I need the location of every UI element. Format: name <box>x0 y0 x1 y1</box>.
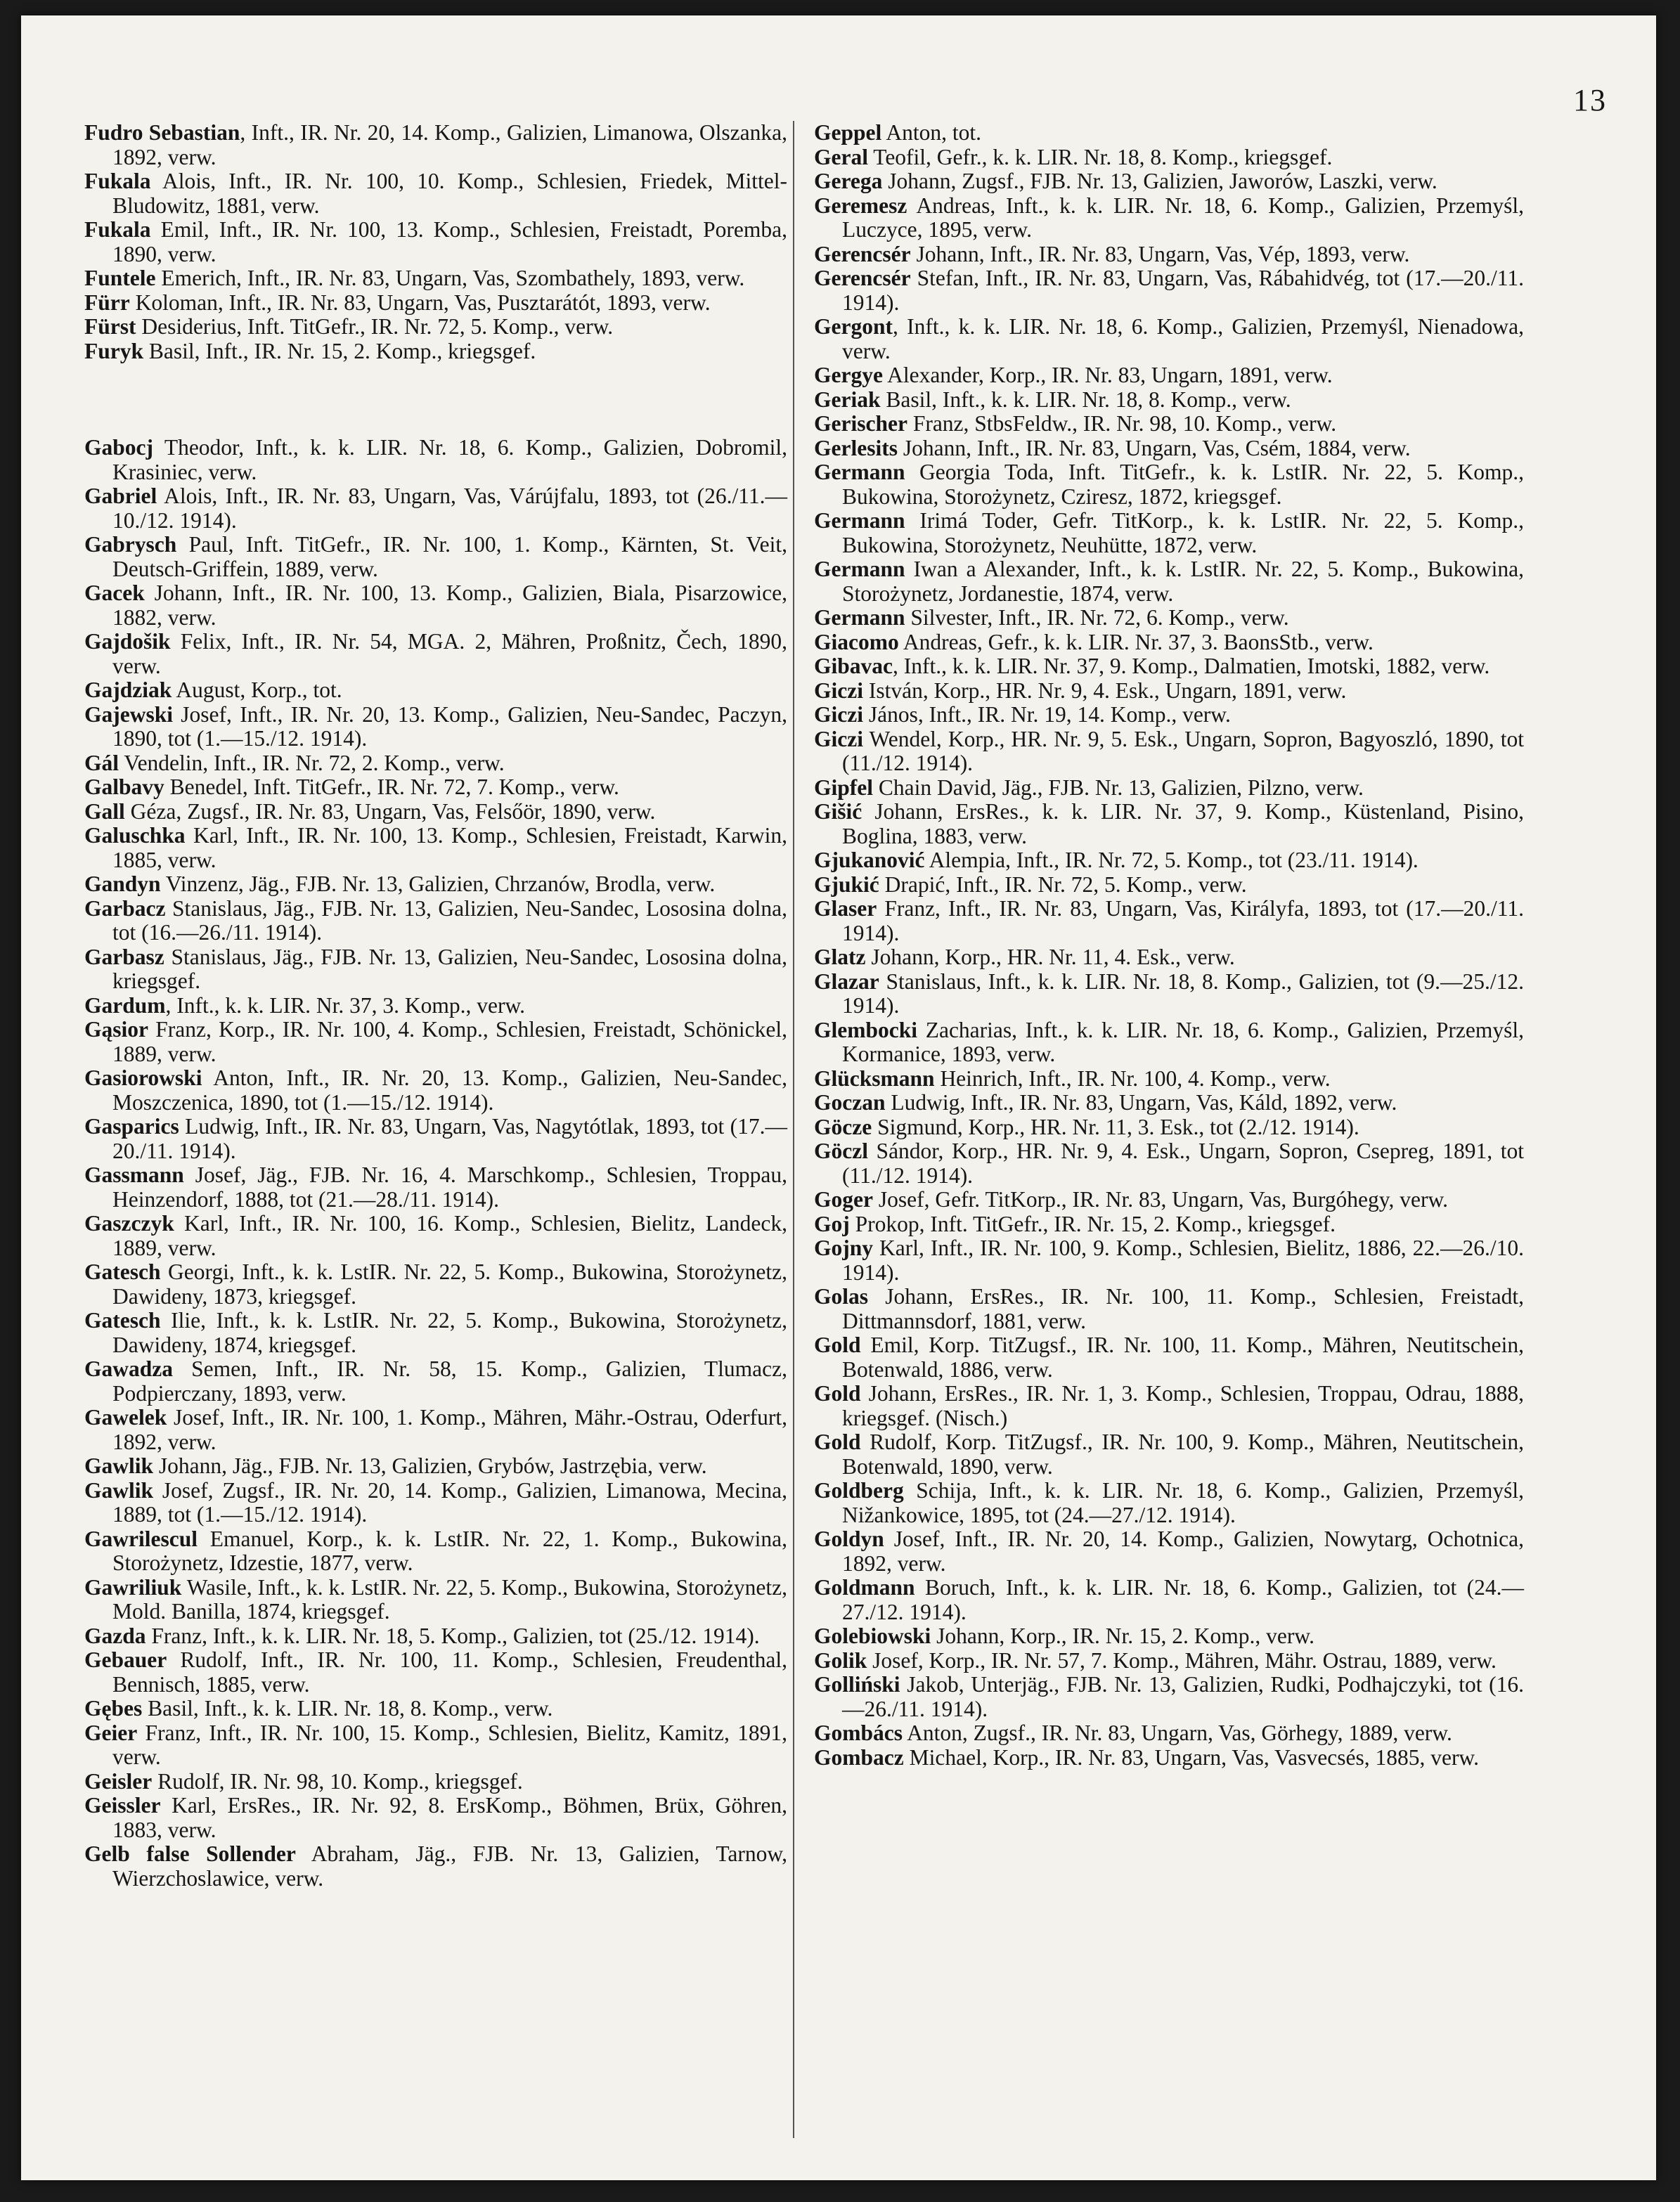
entry-details: Anton, tot. <box>881 120 982 145</box>
entry-surname: Golik <box>814 1647 867 1673</box>
entry-surname: Gasparics <box>84 1114 179 1139</box>
entry-surname: Gerega <box>814 169 883 193</box>
entry-surname: Goldmann <box>814 1575 915 1600</box>
roster-entry <box>84 994 787 1018</box>
entry-details: Franz, Korp., IR. Nr. 100, 4. Komp., Schlesien, Freistadt, Schönickel, 1889, verw. <box>112 1017 787 1066</box>
entry-surname: Fukala <box>84 217 151 242</box>
entry-details: Alexander, Korp., IR. Nr. 83, Ungarn, 1891, verw. <box>882 363 1333 387</box>
entry-details: Teofil, Gefr., k. k. LIR. Nr. 18, 8. Komp., kriegsgef. <box>867 144 1333 169</box>
entry-details: Josef, Inft., IR. Nr. 20, 13. Komp., Galizien, Neu-Sandec, Paczyn, 1890, tot (1.—15./12. 1914). <box>112 701 787 751</box>
entry-details: , Inft., k. k. LIR. Nr. 37, 3. Komp., verw. <box>165 992 526 1018</box>
roster-entry <box>814 776 1524 801</box>
entry-surname: Gerencsér <box>814 266 911 290</box>
entry-details: Johann, Zugsf., FJB. Nr. 13, Galizien, Jaworów, Laszki, verw. <box>882 169 1437 193</box>
entry-details: Johann, ErsRes., k. k. LIR. Nr. 37, 9. Komp., Küstenland, Pisino, Boglina, 1883, verw. <box>842 799 1524 848</box>
entry-details: Stanislaus, Jäg., FJB. Nr. 13, Galizien, Neu-Sandec, Lososina dolna, kriegsgef. <box>112 944 787 993</box>
roster-entry <box>84 1357 787 1406</box>
entry-details: Heinrich, Inft., IR. Nr. 100, 4. Komp., verw. <box>934 1066 1331 1091</box>
entry-surname: Gawlik <box>84 1453 154 1478</box>
entry-details: Ludwig, Inft., IR. Nr. 83, Ungarn, Vas, Káld, 1892, verw. <box>885 1090 1397 1115</box>
roster-entry <box>814 654 1524 679</box>
roster-entry <box>814 194 1524 242</box>
roster-entry <box>84 751 787 776</box>
roster-entry <box>814 266 1524 315</box>
entry-surname: Gazda <box>84 1623 146 1648</box>
entry-surname: Fudro Sebastian <box>84 120 240 145</box>
entry-details: Vendelin, Inft., IR. Nr. 72, 2. Komp., verw. <box>119 750 505 775</box>
entry-details: Irimá Toder, Gefr. TitKorp., k. k. LstIR. Nr. 22, 5. Komp., Bukowina, Storożynetz, Neuhütte, 1872, verw. <box>842 508 1524 557</box>
entry-details: Franz, Inft., k. k. LIR. Nr. 18, 5. Komp., Galizien, tot (25./12. 1914). <box>146 1623 760 1648</box>
entry-surname: Glatz <box>814 945 866 969</box>
entry-details: Karl, Inft., IR. Nr. 100, 9. Komp., Schlesien, Bielitz, 1886, 22.—26./10. 1914). <box>842 1236 1524 1285</box>
entry-surname: Goldberg <box>814 1478 904 1503</box>
roster-entry <box>84 291 787 316</box>
roster-entry <box>814 1479 1524 1527</box>
entry-details: , Inft., k. k. LIR. Nr. 18, 6. Komp., Galizien, Przemyśl, Nienadowa, verw. <box>842 314 1524 363</box>
entry-surname: Golliński <box>814 1672 900 1697</box>
entry-details: Sigmund, Korp., HR. Nr. 11, 3. Esk., tot (2./12. 1914). <box>872 1114 1359 1139</box>
entry-details: Andreas, Gefr., k. k. LIR. Nr. 37, 3. BaonsStb., verw. <box>898 629 1374 654</box>
entry-details: Stefan, Inft., IR. Nr. 83, Ungarn, Vas, Rábahidvég, tot (17.—20./11. 1914). <box>842 266 1524 315</box>
roster-entry <box>814 242 1524 267</box>
entry-details: Basil, Inft., k. k. LIR. Nr. 18, 8. Komp., verw. <box>142 1696 553 1721</box>
roster-entry <box>814 1188 1524 1212</box>
roster-entry <box>814 679 1524 704</box>
roster-entry <box>84 1018 787 1066</box>
roster-entry <box>814 1430 1524 1479</box>
roster-entry <box>814 1115 1524 1140</box>
entry-surname: Gawlik <box>84 1477 154 1503</box>
entry-details: Johann, Inft., IR. Nr. 83, Ungarn, Vas, Vép, 1893, verw. <box>910 241 1410 266</box>
roster-entry <box>814 169 1524 194</box>
roster-entry <box>84 1260 787 1309</box>
entry-surname: Gombács <box>814 1721 903 1745</box>
roster-entry <box>84 1624 787 1649</box>
roster-entry <box>84 218 787 266</box>
entry-details: Emanuel, Korp., k. k. LstIR. Nr. 22, 1. Komp., Bukowina, Storożynetz, Idzestie, 1877, verw. <box>112 1526 787 1575</box>
entry-details: Johann, ErsRes., IR. Nr. 1, 3. Komp., Schlesien, Troppau, Odrau, 1888, kriegsgef. (Nisch.) <box>842 1381 1524 1430</box>
roster-entry <box>814 606 1524 630</box>
roster-entry <box>84 630 787 678</box>
roster-entry <box>84 945 787 994</box>
roster-entry <box>814 1382 1524 1430</box>
entry-surname: Goj <box>814 1211 850 1236</box>
roster-entry <box>814 1673 1524 1721</box>
entry-surname: Gál <box>84 750 119 775</box>
entry-details: Karl, Inft., IR. Nr. 100, 13. Komp., Schlesien, Freistadt, Karwin, 1885, verw. <box>112 823 787 872</box>
entry-details: Franz, Inft., IR. Nr. 100, 15. Komp., Schlesien, Bielitz, Kamitz, 1891, verw. <box>112 1720 787 1769</box>
roster-entry <box>814 1236 1524 1285</box>
entry-surname: Gajdziak <box>84 678 172 702</box>
entry-surname: Giacomo <box>814 629 899 654</box>
roster-entry <box>84 436 787 484</box>
entry-details: Stanislaus, Inft., k. k. LIR. Nr. 18, 8. Komp., Galizien, tot (9.—25./12. 1914). <box>842 969 1524 1018</box>
roster-entry <box>84 1697 787 1721</box>
entry-surname: Gebauer <box>84 1647 167 1672</box>
entry-surname: Gold <box>814 1381 861 1406</box>
entry-details: Karl, Inft., IR. Nr. 100, 16. Komp., Schlesien, Bielitz, Landeck, 1889, verw. <box>112 1211 787 1260</box>
entry-details: Johann, ErsRes., IR. Nr. 100, 11. Komp., Schlesien, Freistadt, Dittmannsdorf, 1881, verw. <box>842 1284 1524 1333</box>
roster-entry <box>84 1309 787 1357</box>
roster-entry <box>814 727 1524 776</box>
entry-surname: Glembocki <box>814 1017 917 1042</box>
left-column <box>84 121 787 1891</box>
entry-details: Theodor, Inft., k. k. LIR. Nr. 18, 6. Komp., Galizien, Dobromil, Krasiniec, verw. <box>112 435 787 484</box>
entry-surname: Gojny <box>814 1236 874 1260</box>
entry-details: Iwan a Alexander, Inft., k. k. LstIR. Nr. 22, 5. Komp., Bukowina, Storożynetz, Jordanestie, 1874, verw. <box>842 557 1524 606</box>
entry-surname: Goldyn <box>814 1527 884 1551</box>
roster-entry <box>84 872 787 897</box>
entry-details: Zacharias, Inft., k. k. LIR. Nr. 18, 6. Komp., Galizien, Przemyśl, Kormanice, 1893, verw. <box>842 1017 1524 1066</box>
roster-entry <box>814 897 1524 945</box>
roster-entry <box>814 145 1524 170</box>
entry-details: Sándor, Korp., HR. Nr. 9, 4. Esk., Ungarn, Sopron, Csepreg, 1891, tot (11./12. 1914). <box>842 1139 1524 1188</box>
roster-entry <box>814 1333 1524 1382</box>
page-number: 13 <box>1573 83 1607 117</box>
entry-details: Desiderius, Inft. TitGefr., IR. Nr. 72, 5. Komp., verw. <box>136 314 614 339</box>
entry-details: Chain David, Jäg., FJB. Nr. 13, Galizien, Pilzno, verw. <box>873 775 1364 800</box>
scanned-page <box>21 15 1656 2180</box>
entry-surname: Geriak <box>814 387 881 412</box>
entry-details: Benedel, Inft. TitGefr., IR. Nr. 72, 7. Komp., verw. <box>164 775 619 799</box>
roster-entry <box>84 678 787 703</box>
entry-surname: Giczi <box>814 678 863 703</box>
entry-surname: Gajdošik <box>84 629 171 654</box>
entry-details: Schija, Inft., k. k. LIR. Nr. 18, 6. Komp., Galizien, Przemyśl, Nižankowice, 1895, tot (24.—27./12. 1914). <box>842 1478 1524 1527</box>
entry-surname: Gawrilescul <box>84 1526 198 1551</box>
roster-entry <box>814 315 1524 363</box>
roster-entry <box>84 484 787 533</box>
entry-surname: Fukala <box>84 169 151 193</box>
roster-entry <box>84 800 787 824</box>
entry-details: Vinzenz, Jäg., FJB. Nr. 13, Galizien, Chrzanów, Brodla, verw. <box>160 872 716 896</box>
entry-details: Andreas, Inft., k. k. LIR. Nr. 18, 6. Komp., Galizien, Przemyśl, Luczyce, 1895, verw. <box>842 193 1524 242</box>
roster-entry <box>814 873 1524 898</box>
entry-details: Paul, Inft. TitGefr., IR. Nr. 100, 1. Komp., Kärnten, St. Veit, Deutsch-Griffein, 1889, verw. <box>112 532 787 581</box>
column-divider <box>793 121 794 2138</box>
entry-details: Emil, Inft., IR. Nr. 100, 13. Komp., Schlesien, Freistadt, Poremba, 1890, verw. <box>112 217 787 266</box>
roster-entry <box>814 436 1524 461</box>
roster-entry <box>814 509 1524 557</box>
entry-surname: Geppel <box>814 120 882 145</box>
roster-entry <box>814 557 1524 606</box>
entry-surname: Göcze <box>814 1114 872 1139</box>
roster-entry <box>814 800 1524 848</box>
entry-details: Alois, Inft., IR. Nr. 83, Ungarn, Vas, Várújfalu, 1893, tot (26./11.—10./12. 1914). <box>112 484 787 533</box>
entry-details: Johann, Jäg., FJB. Nr. 13, Galizien, Grybów, Jastrzębia, verw. <box>153 1453 707 1478</box>
roster-entry <box>814 121 1524 145</box>
entry-surname: Gibavac <box>814 654 893 678</box>
roster-entry <box>84 1721 787 1770</box>
roster-entry <box>814 1649 1524 1673</box>
entry-details: Prokop, Inft. TitGefr., IR. Nr. 15, 2. Komp., kriegsgef. <box>849 1211 1336 1236</box>
entry-details: Karl, ErsRes., IR. Nr. 92, 8. ErsKomp., Böhmen, Brüx, Göhren, 1883, verw. <box>112 1793 787 1842</box>
entry-surname: Geremesz <box>814 193 907 218</box>
roster-entry <box>84 1479 787 1527</box>
entry-surname: Fürst <box>84 314 136 339</box>
entry-surname: Gerencsér <box>814 241 911 266</box>
entry-details: István, Korp., HR. Nr. 9, 4. Esk., Ungarn, 1891, verw. <box>862 678 1347 703</box>
entry-surname: Glaser <box>814 896 877 921</box>
entry-details: Ludwig, Inft., IR. Nr. 83, Ungarn, Vas, Nagytótlak, 1893, tot (17.—20./11. 1914). <box>112 1114 787 1163</box>
entry-surname: Fürr <box>84 290 130 315</box>
entry-details: , Inft., IR. Nr. 20, 14. Komp., Galizien, Limanowa, Olszanka, 1892, verw. <box>112 120 787 169</box>
roster-entry <box>814 1091 1524 1115</box>
entry-details: Semen, Inft., IR. Nr. 58, 15. Komp., Galizien, Tlumacz, Podpierczany, 1893, verw. <box>112 1356 787 1406</box>
roster-entry <box>814 1212 1524 1237</box>
entry-details: Alois, Inft., IR. Nr. 100, 10. Komp., Schlesien, Friedek, Mittel-Bludowitz, 1881, verw. <box>112 169 787 218</box>
roster-entry <box>84 1066 787 1115</box>
entry-details: Josef, Zugsf., IR. Nr. 20, 14. Komp., Galizien, Limanowa, Mecina, 1889, tot (1.—15./12. 1914). <box>112 1477 787 1527</box>
right-column <box>814 121 1524 1770</box>
roster-entry <box>84 1406 787 1454</box>
entry-surname: Gergye <box>814 363 883 387</box>
roster-entry <box>814 1576 1524 1624</box>
entry-surname: Gergont <box>814 314 893 339</box>
roster-entry <box>84 1648 787 1697</box>
entry-details: Franz, Inft., IR. Nr. 83, Ungarn, Vas, Királyfa, 1893, tot (17.—20./11. 1914). <box>842 896 1524 945</box>
entry-details: Anton, Zugsf., IR. Nr. 83, Ungarn, Vas, Görhegy, 1889, verw. <box>903 1721 1452 1745</box>
entry-surname: Geral <box>814 144 868 169</box>
entry-details: Alempia, Inft., IR. Nr. 72, 5. Komp., tot (23./11. 1914). <box>924 848 1419 872</box>
roster-entry <box>814 1285 1524 1333</box>
entry-details: Drapić, Inft., IR. Nr. 72, 5. Komp., verw. <box>879 872 1247 897</box>
entry-details: Emerich, Inft., IR. Nr. 83, Ungarn, Vas, Szombathely, 1893, verw. <box>155 266 745 290</box>
entry-details: August, Korp., tot. <box>172 678 342 702</box>
entry-details: Josef, Inft., IR. Nr. 20, 14. Komp., Galizien, Nowytarg, Ochotnica, 1892, verw. <box>842 1527 1524 1576</box>
entry-surname: Gišić <box>814 799 862 824</box>
entry-details: Franz, StbsFeldw., IR. Nr. 98, 10. Komp., verw. <box>907 411 1337 436</box>
roster-entry <box>814 1624 1524 1649</box>
entry-surname: Gjukanović <box>814 848 925 872</box>
entry-surname: Gębes <box>84 1696 143 1721</box>
roster-entry <box>84 533 787 581</box>
entry-surname: Glücksmann <box>814 1066 935 1091</box>
roster-entry <box>814 848 1524 873</box>
roster-entry <box>84 339 787 364</box>
entry-surname: Goger <box>814 1187 873 1212</box>
entry-details: , Inft., k. k. LIR. Nr. 37, 9. Komp., Dalmatien, Imotski, 1882, verw. <box>893 654 1490 678</box>
entry-surname: Gabrysch <box>84 532 177 557</box>
roster-entry <box>84 1794 787 1842</box>
entry-surname: Germann <box>814 557 905 581</box>
entry-surname: Galbavy <box>84 775 164 799</box>
roster-entry <box>84 581 787 630</box>
roster-entry <box>84 1115 787 1163</box>
roster-entry <box>84 1527 787 1576</box>
entry-surname: Gawriliuk <box>84 1574 182 1600</box>
entry-surname: Gajewski <box>84 701 173 727</box>
entry-surname: Goczan <box>814 1090 886 1115</box>
roster-entry <box>84 169 787 218</box>
entry-details: János, Inft., IR. Nr. 19, 14. Komp., verw. <box>862 702 1231 727</box>
roster-entry <box>84 1212 787 1260</box>
entry-surname: Gabocj <box>84 435 153 460</box>
roster-entry <box>814 363 1524 388</box>
roster-entry <box>84 315 787 339</box>
entry-details: Josef, Gefr. TitKorp., IR. Nr. 83, Ungarn, Vas, Burgóhegy, verw. <box>872 1187 1449 1212</box>
entry-surname: Gatesch <box>84 1259 161 1284</box>
entry-surname: Garbacz <box>84 895 166 921</box>
roster-entry <box>814 1018 1524 1067</box>
section-gap <box>84 363 787 436</box>
roster-entry <box>814 1067 1524 1092</box>
entry-details: Georgia Toda, Inft. TitGefr., k. k. LstIR. Nr. 22, 5. Komp., Bukowina, Storożynetz, Cziresz, 1872, kriegsgef. <box>842 460 1524 509</box>
entry-details: Johann, Korp., HR. Nr. 11, 4. Esk., verw. <box>865 945 1235 969</box>
entry-details: Rudolf, Korp. TitZugsf., IR. Nr. 100, 9. Komp., Mähren, Neutitschein, Botenwald, 1890, verw. <box>842 1430 1524 1479</box>
entry-surname: Geier <box>84 1720 138 1745</box>
entry-surname: Geissler <box>84 1793 161 1818</box>
roster-entry <box>814 1721 1524 1746</box>
entry-surname: Furyk <box>84 338 144 363</box>
roster-entry <box>84 1576 787 1624</box>
entry-details: Johann, Korp., IR. Nr. 15, 2. Komp., verw. <box>931 1624 1314 1648</box>
entry-details: Emil, Korp. TitZugsf., IR. Nr. 100, 11. Komp., Mähren, Neutitschein, Botenwald, 1886, verw. <box>842 1333 1524 1382</box>
roster-entry <box>814 630 1524 655</box>
entry-details: Abraham, Jäg., FJB. Nr. 13, Galizien, Tarnow, Wierzchoslawice, verw. <box>112 1841 787 1891</box>
entry-surname: Gall <box>84 798 125 824</box>
entry-surname: Giczi <box>814 726 863 751</box>
entry-surname: Gelb false Sollender <box>84 1841 296 1866</box>
entry-surname: Gassmann <box>84 1162 184 1187</box>
roster-entry <box>814 703 1524 727</box>
entry-surname: Golebiowski <box>814 1624 931 1648</box>
entry-surname: Gold <box>814 1333 861 1357</box>
roster-entry <box>84 703 787 751</box>
entry-surname: Germann <box>814 508 905 533</box>
entry-details: Josef, Inft., IR. Nr. 100, 1. Komp., Mähren, Mähr.-Ostrau, Oderfurt, 1892, verw. <box>112 1405 787 1454</box>
entry-surname: Gąsior <box>84 1017 148 1042</box>
entry-surname: Gerischer <box>814 411 907 436</box>
roster-entry <box>84 1454 787 1479</box>
entry-details: Georgi, Inft., k. k. LstIR. Nr. 22, 5. Komp., Bukowina, Storożynetz, Dawideny, 1873, kriegsgef. <box>112 1259 787 1309</box>
entry-details: Josef, Korp., IR. Nr. 57, 7. Komp., Mähren, Mähr. Ostrau, 1889, verw. <box>867 1647 1497 1673</box>
entry-surname: Germann <box>814 605 905 630</box>
entry-surname: Gipfel <box>814 775 873 800</box>
roster-entry <box>84 1842 787 1891</box>
entry-details: Koloman, Inft., IR. Nr. 83, Ungarn, Vas, Pusztarátót, 1893, verw. <box>129 290 711 315</box>
entry-details: Stanislaus, Jäg., FJB. Nr. 13, Galizien, Neu-Sandec, Lososina dolna, tot (16.—26./11. 1914). <box>112 895 787 945</box>
entry-surname: Germann <box>814 460 905 484</box>
entry-surname: Gasiorowski <box>84 1066 202 1090</box>
entry-surname: Gombacz <box>814 1744 904 1770</box>
entry-details: Josef, Jäg., FJB. Nr. 16, 4. Marschkomp., Schlesien, Troppau, Heinzendorf, 1888, tot (21.—28./11. 1914). <box>112 1162 787 1212</box>
entry-surname: Gold <box>814 1430 861 1454</box>
entry-details: Johann, Inft., IR. Nr. 100, 13. Komp., Galizien, Biala, Pisarzowice, 1882, verw. <box>112 581 787 630</box>
roster-entry <box>814 1527 1524 1576</box>
roster-entry <box>814 1746 1524 1770</box>
roster-entry <box>814 412 1524 436</box>
roster-entry <box>84 1770 787 1794</box>
entry-surname: Funtele <box>84 266 156 290</box>
entry-details: Jakob, Unterjäg., FJB. Nr. 13, Galizien, Rudki, Podhajczyki, tot (16.—26./11. 1914). <box>842 1672 1524 1721</box>
roster-entry <box>814 1139 1524 1188</box>
entry-surname: Gandyn <box>84 872 161 896</box>
entry-details: Wasile, Inft., k. k. LstIR. Nr. 22, 5. Komp., Bukowina, Storożynetz, Mold. Banilla, 1874, kriegsgef. <box>112 1574 787 1624</box>
entry-details: Wendel, Korp., HR. Nr. 9, 5. Esk., Ungarn, Sopron, Bagyoszló, 1890, tot (11./12. 1914). <box>842 726 1524 775</box>
roster-entry <box>84 1163 787 1212</box>
entry-details: Rudolf, Inft., IR. Nr. 100, 11. Komp., Schlesien, Freudenthal, Bennisch, 1885, verw. <box>112 1647 787 1697</box>
roster-entry <box>84 121 787 169</box>
entry-details: Basil, Inft., k. k. LIR. Nr. 18, 8. Komp., verw. <box>880 387 1291 412</box>
entry-details: Ilie, Inft., k. k. LstIR. Nr. 22, 5. Komp., Bukowina, Storożynetz, Dawideny, 1874, kriegsgef. <box>112 1308 787 1357</box>
entry-details: Michael, Korp., IR. Nr. 83, Ungarn, Vas, Vasvecsés, 1885, verw. <box>903 1744 1480 1770</box>
entry-details: Boruch, Inft., k. k. LIR. Nr. 18, 6. Komp., Galizien, tot (24.—27./12. 1914). <box>842 1575 1524 1624</box>
roster-entry <box>84 824 787 872</box>
entry-surname: Gawadza <box>84 1356 173 1381</box>
entry-surname: Göczl <box>814 1139 868 1163</box>
entry-surname: Glazar <box>814 969 879 994</box>
entry-surname: Gacek <box>84 581 145 605</box>
roster-entry <box>84 266 787 291</box>
entry-details: Johann, Inft., IR. Nr. 83, Ungarn, Vas, Csém, 1884, verw. <box>897 435 1411 460</box>
entry-surname: Gatesch <box>84 1308 161 1333</box>
roster-entry <box>814 945 1524 970</box>
entry-details: Rudolf, IR. Nr. 98, 10. Komp., kriegsgef. <box>152 1768 523 1794</box>
entry-surname: Gjukić <box>814 872 879 897</box>
entry-surname: Gerlesits <box>814 435 898 460</box>
entry-surname: Giczi <box>814 702 863 727</box>
entry-surname: Geisler <box>84 1768 153 1794</box>
entry-details: Géza, Zugsf., IR. Nr. 83, Ungarn, Vas, Felsőör, 1890, verw. <box>124 798 656 824</box>
roster-entry <box>814 460 1524 509</box>
entry-surname: Gabriel <box>84 484 157 508</box>
entry-surname: Garbasz <box>84 944 164 969</box>
entry-surname: Gawelek <box>84 1405 167 1430</box>
entry-details: Silvester, Inft., IR. Nr. 72, 6. Komp., verw. <box>905 605 1289 630</box>
entry-details: Felix, Inft., IR. Nr. 54, MGA. 2, Mähren, Proßnitz, Čech, 1890, verw. <box>112 629 787 678</box>
roster-entry <box>814 388 1524 413</box>
entry-details: Basil, Inft., IR. Nr. 15, 2. Komp., kriegsgef. <box>143 338 536 363</box>
entry-surname: Galuschka <box>84 823 186 848</box>
roster-entry <box>814 970 1524 1018</box>
entry-surname: Gardum <box>84 992 166 1018</box>
entry-details: Anton, Inft., IR. Nr. 20, 13. Komp., Galizien, Neu-Sandec, Moszczenica, 1890, tot (1.—15./12. 1914). <box>112 1066 787 1115</box>
roster-entry <box>84 897 787 945</box>
entry-surname: Gaszczyk <box>84 1211 174 1236</box>
entry-surname: Golas <box>814 1284 869 1309</box>
roster-entry <box>84 775 787 800</box>
